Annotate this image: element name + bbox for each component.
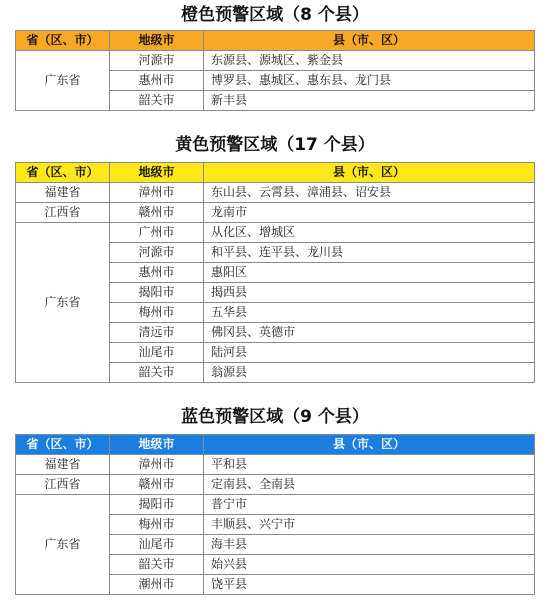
city-cell: 漳州市	[110, 183, 204, 203]
city-cell: 汕尾市	[110, 535, 204, 555]
county-cell: 龙南市	[204, 203, 535, 223]
city-cell: 赣州市	[110, 203, 204, 223]
county-cell: 饶平县	[204, 575, 535, 595]
yellow-warning-table	[15, 162, 535, 383]
city-cell: 汕尾市	[110, 343, 204, 363]
orange-warning-title: 橙色预警区域（8 个县）	[181, 5, 369, 25]
city-cell: 河源市	[110, 243, 204, 263]
province-cell: 江西省	[16, 475, 110, 495]
city-cell: 韶关市	[110, 91, 204, 111]
province-cell: 福建省	[16, 183, 110, 203]
city-cell: 韶关市	[110, 363, 204, 383]
county-cell: 海丰县	[204, 535, 535, 555]
blue-warning-table	[15, 434, 535, 595]
city-cell: 漳州市	[110, 455, 204, 475]
table-row	[16, 51, 535, 71]
province-cell: 广东省	[16, 223, 110, 383]
county-cell: 陆河县	[204, 343, 535, 363]
header-province: 省（区、市）	[16, 31, 110, 51]
county-cell: 五华县	[204, 303, 535, 323]
table-row	[16, 203, 535, 223]
city-cell: 揭阳市	[110, 283, 204, 303]
county-cell: 和平县、连平县、龙川县	[204, 243, 535, 263]
table-row	[16, 223, 535, 243]
table-row	[16, 495, 535, 515]
city-cell: 梅州市	[110, 303, 204, 323]
header-province: 省（区、市）	[16, 435, 110, 455]
city-cell: 清远市	[110, 323, 204, 343]
county-cell: 普宁市	[204, 495, 535, 515]
province-cell: 江西省	[16, 203, 110, 223]
county-cell: 东源县、源城区、紫金县	[204, 51, 535, 71]
province-cell: 广东省	[16, 495, 110, 595]
header-county: 县（市、区）	[204, 163, 535, 183]
city-cell: 赣州市	[110, 475, 204, 495]
table-row	[16, 475, 535, 495]
table-row	[16, 183, 535, 203]
city-cell: 韶关市	[110, 555, 204, 575]
province-cell: 广东省	[16, 51, 110, 111]
yellow-warning-title: 黄色预警区域（17 个县）	[175, 135, 375, 155]
blue-warning-section	[0, 402, 550, 591]
header-city: 地级市	[110, 31, 204, 51]
city-cell: 惠州市	[110, 71, 204, 91]
city-cell: 潮州市	[110, 575, 204, 595]
county-cell: 从化区、增城区	[204, 223, 535, 243]
header-city: 地级市	[110, 163, 204, 183]
table-row	[16, 455, 535, 475]
county-cell: 平和县	[204, 455, 535, 475]
city-cell: 河源市	[110, 51, 204, 71]
county-cell: 定南县、全南县	[204, 475, 535, 495]
county-cell: 揭西县	[204, 283, 535, 303]
county-cell: 惠阳区	[204, 263, 535, 283]
orange-warning-table	[15, 30, 535, 111]
county-cell: 佛冈县、英德市	[204, 323, 535, 343]
county-cell: 博罗县、惠城区、惠东县、龙门县	[204, 71, 535, 91]
table-header-row	[16, 31, 535, 51]
county-cell: 翁源县	[204, 363, 535, 383]
county-cell: 始兴县	[204, 555, 535, 575]
county-cell: 丰顺县、兴宁市	[204, 515, 535, 535]
city-cell: 广州市	[110, 223, 204, 243]
city-cell: 梅州市	[110, 515, 204, 535]
city-cell: 揭阳市	[110, 495, 204, 515]
table-header-row	[16, 163, 535, 183]
city-cell: 惠州市	[110, 263, 204, 283]
header-city: 地级市	[110, 435, 204, 455]
blue-warning-title: 蓝色预警区域（9 个县）	[181, 407, 369, 427]
province-cell: 福建省	[16, 455, 110, 475]
yellow-warning-section	[0, 130, 550, 379]
table-header-row	[16, 435, 535, 455]
header-province: 省（区、市）	[16, 163, 110, 183]
county-cell: 东山县、云霄县、漳浦县、诏安县	[204, 183, 535, 203]
header-county: 县（市、区）	[204, 435, 535, 455]
orange-warning-section	[0, 0, 550, 107]
county-cell: 新丰县	[204, 91, 535, 111]
header-county: 县（市、区）	[204, 31, 535, 51]
